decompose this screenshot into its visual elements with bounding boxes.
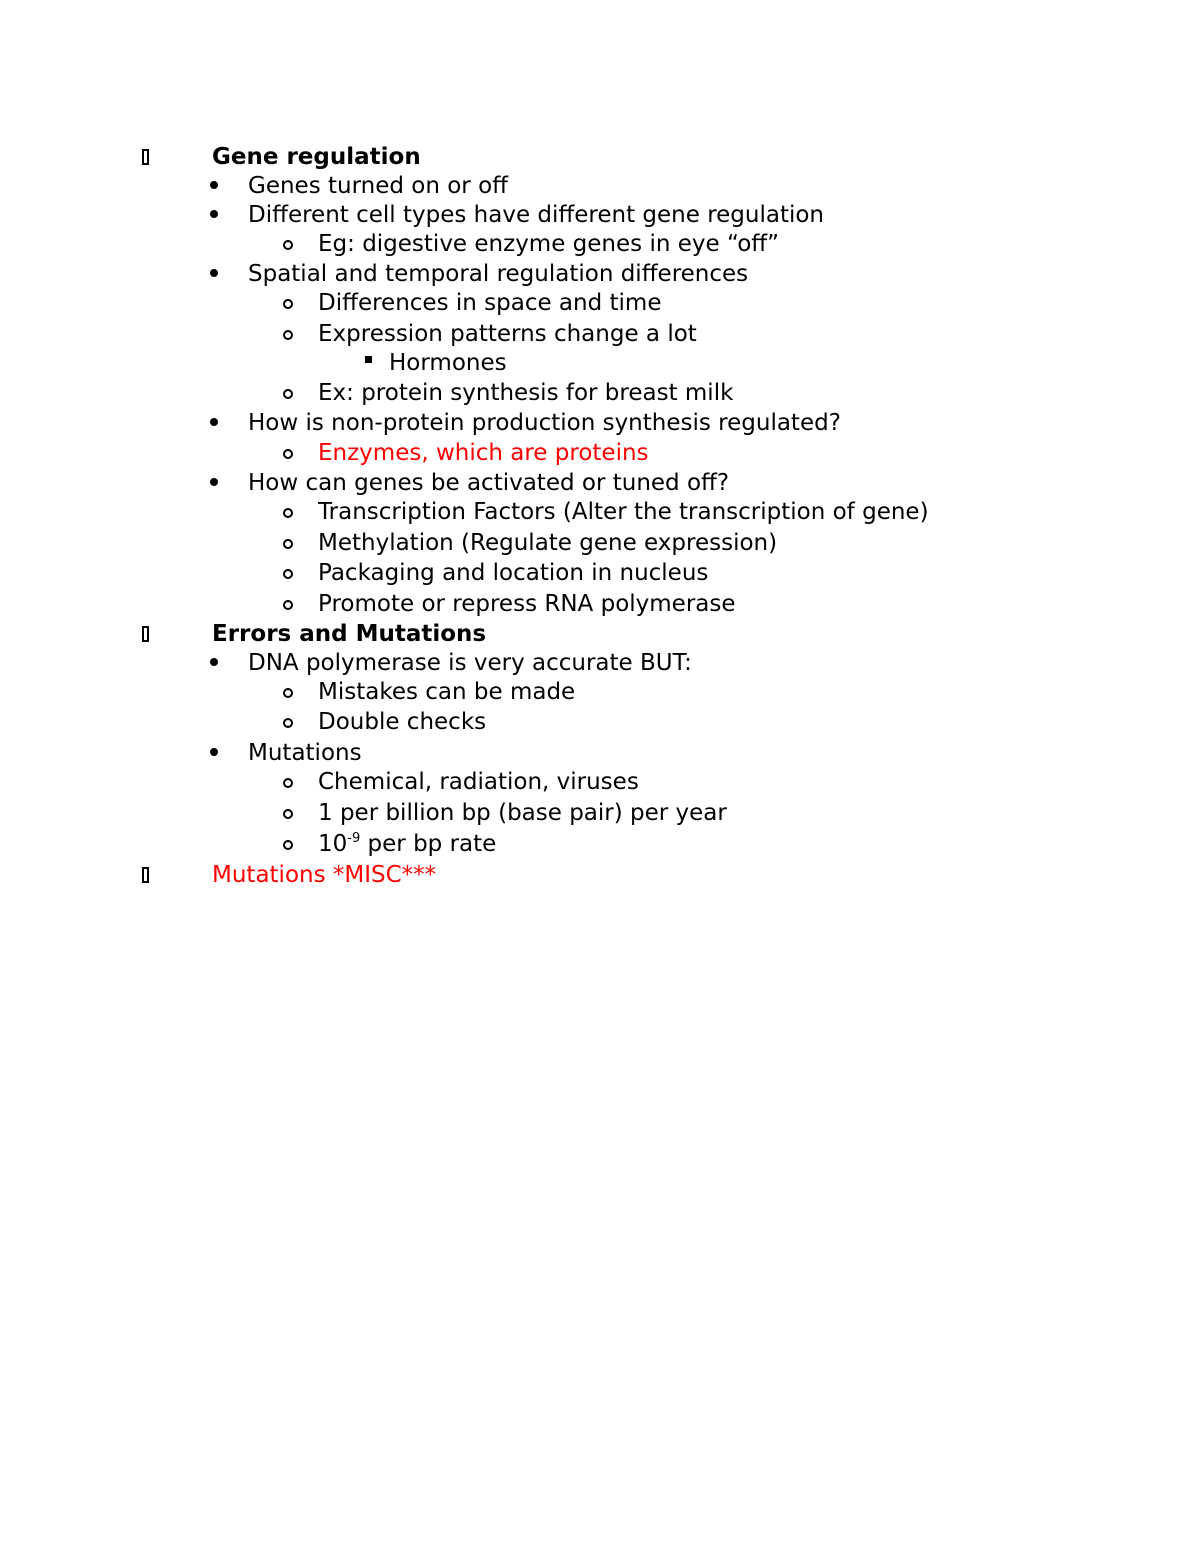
- list-item-text: Double checks: [318, 709, 487, 735]
- list-item-text: Promote or repress RNA polymerase: [318, 591, 736, 617]
- heading-text: Mutations *MISC***: [212, 862, 437, 888]
- bullet-dot-icon: [210, 171, 218, 201]
- list-item-text: How is non-protein production synthesis regulated?: [248, 410, 841, 436]
- list-item-text: 1 per billion bp (base pair) per year: [318, 800, 727, 826]
- list-item-text: Spatial and temporal regulation differences: [248, 261, 749, 287]
- list-item-text: Differences in space and time: [318, 290, 662, 316]
- list-item-text: Methylation (Regulate gene expression): [318, 530, 778, 556]
- list-item-text: Chemical, radiation, viruses: [318, 769, 639, 795]
- list-item-text: Expression patterns change a lot: [318, 321, 697, 347]
- rate-base-text: 10: [318, 831, 348, 857]
- rate-unit-text: per bp rate: [360, 831, 497, 857]
- bullet-circle-icon: [283, 288, 293, 318]
- rate-exponent-text: -9: [347, 831, 361, 846]
- bullet-circle-icon: [283, 319, 293, 349]
- bullet-square-icon: [365, 348, 372, 378]
- bullet-circle-icon: [283, 829, 293, 859]
- bullet-circle-icon: [283, 497, 293, 527]
- list-item-text: Mistakes can be made: [318, 679, 576, 705]
- bullet-dot-icon: [210, 468, 218, 498]
- bullet-dot-icon: [210, 259, 218, 289]
- bullet-circle-icon: [283, 558, 293, 588]
- bullet-circle-icon: [283, 229, 293, 259]
- list-item-text: Mutations: [248, 740, 362, 766]
- bullet-circle-icon: [283, 798, 293, 828]
- bullet-circle-icon: [283, 767, 293, 797]
- bullet-circle-icon: [283, 378, 293, 408]
- bullet-dot-icon: [210, 200, 218, 230]
- list-item-text: Transcription Factors (Alter the transcription of gene): [318, 499, 929, 525]
- box-bullet-icon: [142, 142, 149, 172]
- list-item-text: How can genes be activated or tuned off?: [248, 470, 730, 496]
- list-item-text: [318, 829, 496, 859]
- bullet-dot-icon: [210, 408, 218, 438]
- bullet-circle-icon: [283, 438, 293, 468]
- heading-text: Gene regulation: [212, 144, 421, 170]
- list-item-text: Hormones: [389, 350, 507, 376]
- bullet-dot-icon: [210, 738, 218, 768]
- list-item-text-highlight: Enzymes, which are proteins: [318, 440, 649, 466]
- bullet-dot-icon: [210, 648, 218, 678]
- list-item-text: Different cell types have different gene regulation: [248, 202, 825, 228]
- list-item-text: Packaging and location in nucleus: [318, 560, 709, 586]
- bullet-circle-icon: [283, 528, 293, 558]
- bullet-circle-icon: [283, 589, 293, 619]
- bullet-circle-icon: [283, 677, 293, 707]
- list-item-text: Ex: protein synthesis for breast milk: [318, 380, 734, 406]
- heading-text: Errors and Mutations: [212, 621, 487, 647]
- box-bullet-icon: [142, 619, 149, 649]
- list-item-text: Genes turned on or off: [248, 173, 508, 199]
- bullet-circle-icon: [283, 707, 293, 737]
- list-item-text: DNA polymerase is very accurate BUT:: [248, 650, 692, 676]
- box-bullet-icon: [142, 860, 149, 890]
- list-item-text: Eg: digestive enzyme genes in eye “off”: [318, 231, 780, 257]
